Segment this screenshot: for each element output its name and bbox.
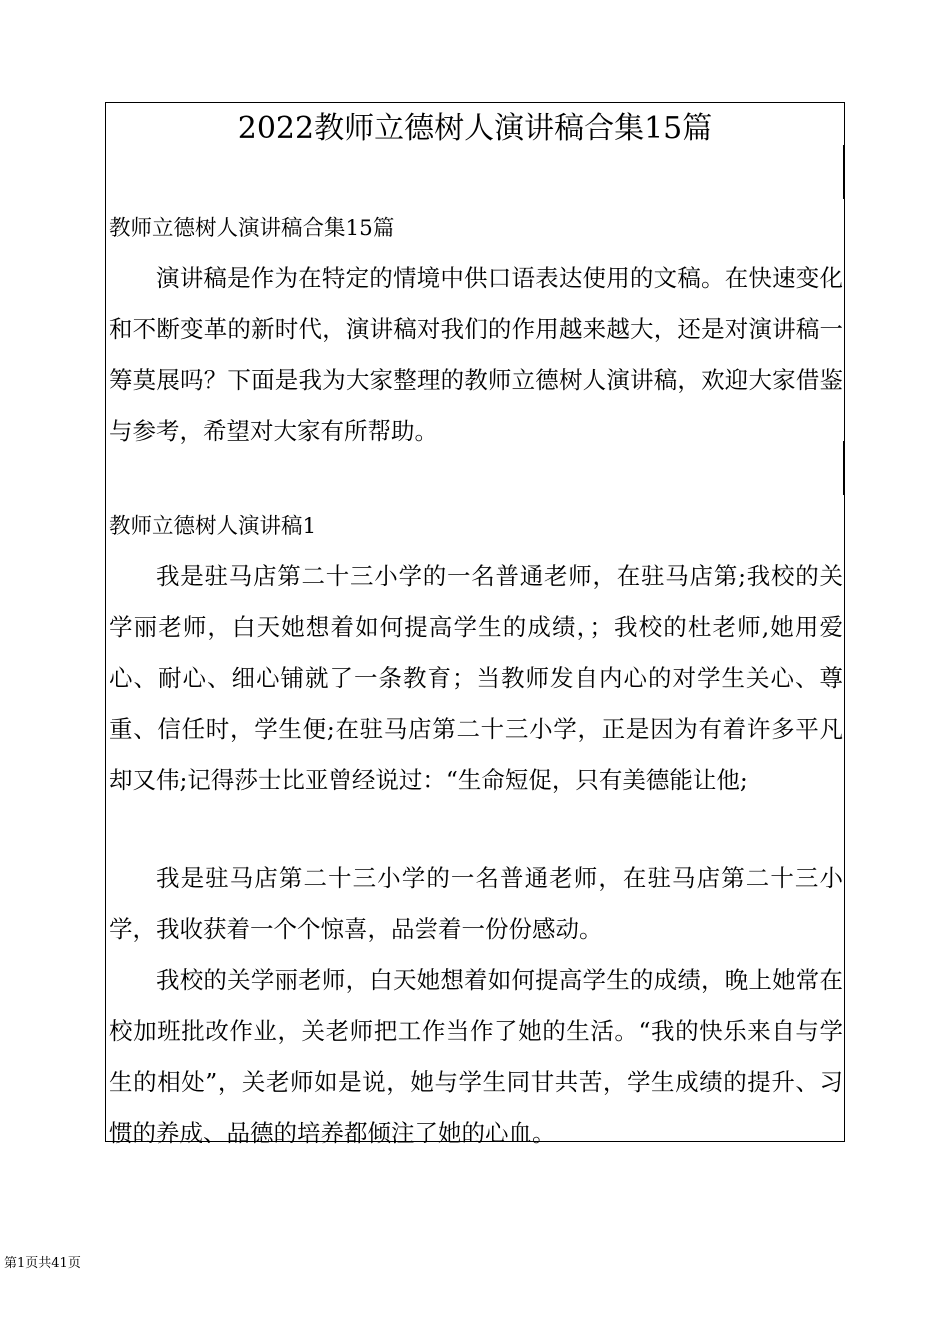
section1-paragraph-2: 我是驻马店第二十三小学的一名普通老师，在驻马店第二十三小学，我收获着一个个惊喜，品尝着一份份感动。 <box>109 864 843 943</box>
intro-heading: 教师立德树人演讲稿合集15篇 <box>109 216 395 241</box>
section1-heading: 教师立德树人演讲稿1 <box>109 514 317 539</box>
frame-edge-mark <box>843 145 845 199</box>
section1-paragraph-3: 我校的关学丽老师，白天她想着如何提高学生的成绩，晚上她常在校加班批改作业，关老师把工作当作了她的生活。“我的快乐来自与学生的相处”，关老师如是说，她与学生同甘共苦，学生成绩的提升、习惯的养成、品德的培养都倾注了她的心血。 <box>109 966 843 1147</box>
document-title: 2022教师立德树人演讲稿合集15篇 <box>237 111 713 146</box>
intro-paragraph: 演讲稿是作为在特定的情境中供口语表达使用的文稿。在快速变化和不断变革的新时代，演讲稿对我们的作用越来越大，还是对演讲稿一筹莫展吗？下面是我为大家整理的教师立德树人演讲稿，欢迎大家借鉴与参考，希望对大家有所帮助。 <box>109 264 843 445</box>
document-frame <box>105 102 845 1147</box>
frame-edge-mark <box>843 441 845 495</box>
section1-paragraph-1: 我是驻马店第二十三小学的一名普通老师，在驻马店第;我校的关学丽老师，白天她想着如何提高学生的成绩，；我校的杜老师,她用爱心、耐心、细心铺就了一条教育；当教师发自内心的对学生关心、尊重、信任时，学生便;在驻马店第二十三小学，正是因为有着许多平凡却又伟;记得莎士比亚曾经说过：“生命短促，只有美德能让他; <box>109 562 843 794</box>
page-footer: 第1页共41页 <box>4 1256 81 1271</box>
